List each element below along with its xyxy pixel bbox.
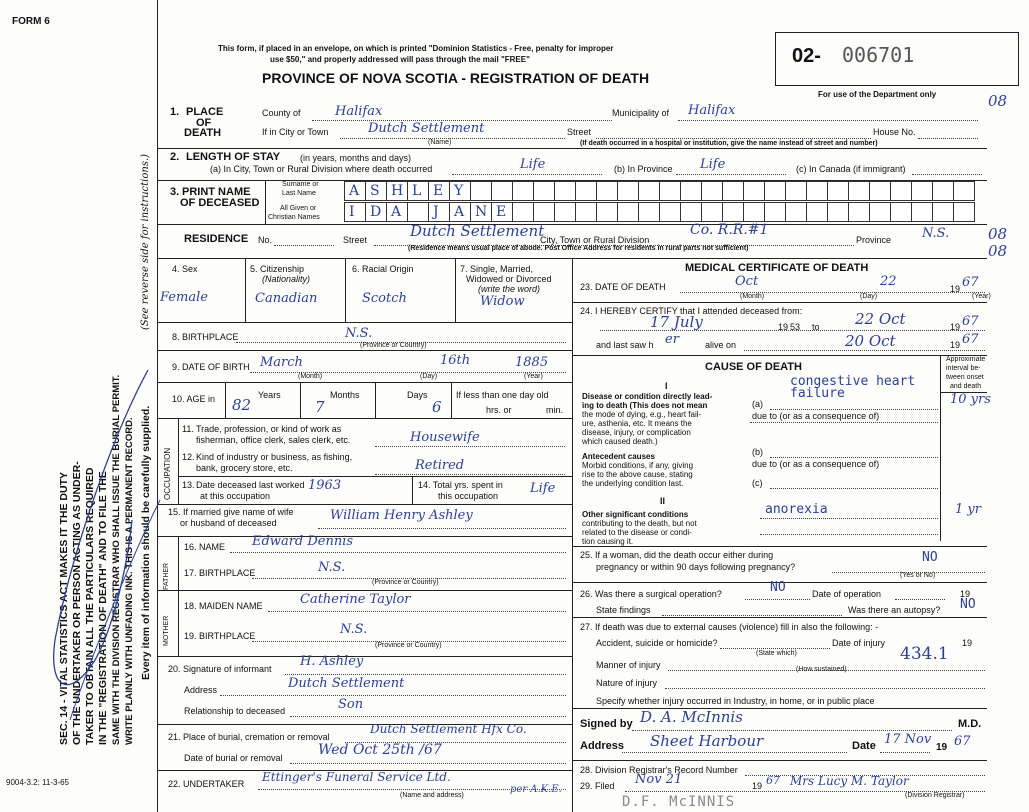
county-value: Halifax [335,104,383,119]
years-value: 82 [232,396,252,414]
q11-label-1: Trade, profession, or kind of work as [196,424,342,434]
due-to-2: due to (or as a consequence of) [752,459,880,469]
signed-label: Signed by [580,718,633,730]
hospital-note: (If death occurred in a hospital or institution, give the name instead of street and number) [580,140,878,147]
division-label: City, Town or Rural Division [540,235,650,245]
disease-3: the mode of dying, e.g., heart fail- [582,410,702,419]
death-month-sub: (Month) [740,293,765,300]
q16-label: 16. NAME [184,542,226,552]
cause-b-label: (b) [752,447,763,457]
q15-label-1: 15. If married give name of wife [168,507,294,517]
q27-label: 27. If death was due to external causes (violence) fill in also the following: - [580,622,879,632]
death-year-prefix: 19 [950,284,961,294]
informant-address-label: Address [184,685,218,695]
yes-no-sub: (Yes or No) [900,572,936,579]
q26-value: NO [770,580,786,595]
q20-label: 20. Signature of informant [168,664,272,674]
q13-label-1: Date deceased last worked [196,480,305,490]
name-char: I [349,204,355,220]
careful-note: Every item of information should be carefully supplied. [140,405,152,680]
specify-label: Specify whether injury occurred in Industry, in home, or in public place [596,696,875,706]
side-line-1: SEC. 14 - VITAL STATISTICS ACT MAKES IT THE DUTY [58,471,70,745]
signer-date: 17 Nov [884,732,932,747]
physician-stamp: D.F. McINNIS [622,794,736,810]
death-day: 22 [880,274,897,289]
city-value: Dutch Settlement [368,121,485,136]
disease-5: disease, injury, or complication [582,428,691,437]
death-year: 67 [962,275,979,290]
undertaker-sub: (Name and address) [400,792,464,799]
citizenship-value: Canadian [255,291,318,306]
name-char: Y [454,183,464,199]
side-line-2: OF THE UNDERTAKER OR PERSON ACTING AS UNDER- [71,461,83,745]
alive-year-prefix: 19 [950,340,961,350]
spouse-value: William Henry Ashley [330,508,473,523]
q18-label: 18. MAIDEN NAME [184,601,263,611]
racial-label: 6. Racial Origin [352,264,414,274]
q13-label-2: at this occupation [200,491,271,501]
to-date: 22 Oct [855,310,906,328]
dept-use: For use of the Department only [818,90,937,99]
birthplace-sub: (Province or Country) [360,342,427,349]
side-line-6: WRITE PLAINLY WITH UNFADING INK. THIS IS A PERMANENT RECORD. [124,417,135,745]
dob-year-sub: (Year) [524,373,543,380]
stay-b-value: Life [700,157,726,172]
antecedent-2: Morbid conditions, if any, giving [582,461,694,470]
q29-label: 29. Filed [580,781,615,791]
q14-value: Life [530,481,556,496]
mother-prov-sub: (Province or Country) [375,642,442,649]
marital-label-2: Widowed or Divorced [466,274,552,284]
disease-6: which caused death.) [582,437,658,446]
occupation-side: OCCUPATION [163,447,172,500]
residence-note: (Residence means usual place of abode. Post Office Address for residents in rural parts not sufficient) [408,245,749,252]
side-line-3: TAKER TO OBTAIN ALL THE PARTICULARS REQUIRED [84,467,96,745]
name-char: A [454,204,465,220]
burial-date-label: Date of burial or removal [184,753,283,763]
q12-label-2: bank, grocery store, etc. [196,463,293,473]
mail-notice-1: This form, if placed in an envelope, on which is printed "Dominion Statistics - Free, penalty for improper [218,44,614,53]
q12-label-1: Kind of industry or business, as fishing, [196,452,353,462]
surname-label-2: Last Name [282,190,316,197]
father-name: Edward Dennis [252,534,354,549]
other-cause: anorexia [765,502,828,517]
years-label: Years [258,390,281,400]
last-saw-letter: er [665,332,679,347]
house-label: House No. [873,127,916,137]
md-label: M.D. [958,718,982,730]
days-value: 6 [432,398,442,416]
stay-a-label: (a) In City, Town or Rural Division where death occurred [210,164,433,174]
sex-label: 4. Sex [172,264,198,274]
residence-province: N.S. [922,226,950,241]
from-year: 53 [790,322,801,332]
informant-address: Dutch Settlement [288,676,405,691]
disease-4: ure, asthenia, etc. It means the [582,419,692,428]
code-value: 434.1 [900,644,949,664]
interval-2: interval be- [946,365,981,372]
stay-num: 2. [170,151,180,163]
to-label: to [812,322,820,332]
stay-sub: (in years, months and days) [300,153,412,163]
cause-title: CAUSE OF DEATH [705,361,802,373]
sex-value: Female [160,290,208,305]
stay-b-label: (b) In Province [614,164,673,174]
dob-month-sub: (Month) [298,373,323,380]
residence-division: Co. R.R.#1 [690,222,769,238]
medical-title: MEDICAL CERTIFICATE OF DEATH [685,262,869,274]
from-date: 17 July [650,313,703,331]
manner-label: Manner of injury [596,660,661,670]
alive-date: 20 Oct [845,332,896,350]
q25-label-1: 25. If a woman, did the death occur either during [580,550,774,560]
state-findings: State findings [596,605,651,615]
citizenship-sub: (Nationality) [262,274,311,284]
burial-date: Wed Oct 25th /67 [318,742,442,758]
name-char: A [391,204,402,220]
q26-label: 26. Was there a surgical operation? [580,589,722,599]
dob-month: March [260,355,303,370]
from-year-prefix: 19 [778,322,789,332]
name-label-2: OF DECEASED [180,197,260,209]
birthplace-value: N.S. [345,326,373,341]
q24-label: 24. I HEREBY CERTIFY that I attended deceased from: [580,306,803,316]
state-which: (State which) [756,650,797,657]
q25-label-2: pregnancy or within 90 days following pregnancy? [596,562,796,572]
filed-year: 67 [766,774,780,787]
q14-label-1: 14. Total yrs. spent in [418,480,503,490]
mother-side: MOTHER [163,615,170,646]
q11-value: Housewife [410,430,480,445]
marital-label-3: (write the word) [478,284,541,294]
q15-label-2: or husband of deceased [180,518,277,528]
death-day-sub: (Day) [860,293,878,300]
filed-year-prefix: 19 [752,781,763,791]
last-saw-label: and last saw h [596,340,654,350]
antecedent-3: rise to the above cause, stating [582,470,693,479]
signer-date-label: Date [852,740,876,752]
racial-value: Scotch [362,291,407,306]
due-to-1: due to (or as a consequence of) [752,411,880,421]
father-birthplace: N.S. [318,560,346,575]
undertaker-extra: per A.K.E. [510,784,562,795]
surname-label-1: Surname or [282,181,319,188]
filed-date: Nov 21 [635,772,683,787]
stay-c-label: (c) In Canada (if immigrant) [796,164,906,174]
signer-address-label: Address [580,740,625,752]
signer-year-prefix: 19 [936,742,948,753]
interval-3: tween onset [946,374,984,381]
place-label: PLACE [186,106,224,118]
alive-label: alive on [705,340,737,350]
age-label: 10. AGE in [172,394,216,404]
to-year-prefix: 19 [950,322,961,332]
municipality-value: Halifax [688,103,736,118]
dob-label: 9. DATE OF BIRTH [172,362,250,372]
marital-label-1: 7. Single, Married, [460,264,534,274]
place-death: DEATH [184,127,222,139]
city-label: If in City or Town [262,127,329,137]
signer-year: 67 [954,734,971,749]
name-char: N [475,204,488,220]
other-interval: 1 yr [955,502,981,517]
q12-num: 12. [182,452,195,462]
dept-mark-1: 08 [988,92,1008,110]
mother-name: Catherine Taylor [300,592,411,607]
how-sustained: (How sustained) [796,666,847,673]
name-char: L [412,183,422,199]
name-char: J [433,204,439,220]
form-title: PROVINCE OF NOVA SCOTIA - REGISTRATION OF DEATH [262,70,650,86]
relationship-label: Relationship to deceased [184,706,286,716]
antecedent-4: the underlying condition last. [582,479,684,488]
q13-value: 1963 [308,478,342,493]
relationship-value: Son [338,697,364,712]
q23-label: 23. DATE OF DEATH [580,282,666,292]
death-month: Oct [735,274,759,289]
residence-street: Dutch Settlement [410,222,545,240]
interval-1: Approximate [946,356,986,363]
side-line-5: SAME WITH THE DIVISION REGISTRAR WHO SHALL ISSUE THE BURIAL PERMIT. [111,374,122,745]
mail-notice-2: use $50," and properly addressed will pass through the mail "FREE" [270,55,530,64]
roman-2: II [660,496,666,506]
nature-label: Nature of injury [596,678,658,688]
name-num: 3. [170,186,180,198]
autopsy-value: NO [960,597,976,612]
reg-prefix: 02- [792,45,821,67]
stay-label: LENGTH OF STAY [186,151,281,163]
county-label: County of [262,108,301,118]
father-prov-sub: (Province or Country) [372,579,439,586]
q17-label: 17. BIRTHPLACE [184,568,256,578]
q28-label: 28. Division Registrar's Record Number [580,765,738,775]
cause-a: congestive heart failure [790,374,916,401]
name-char: A [349,183,360,199]
dob-year: 1885 [515,355,549,370]
residence-no-label: No. [258,235,273,245]
q13-num: 13. [182,480,195,490]
op-year-prefix: 19 [960,589,971,599]
less-day-2: hrs. or [486,405,512,415]
name-char: E [433,183,444,199]
reverse-side-note: (See reverse side for instructions.) [140,153,151,330]
q12-value: Retired [415,458,465,473]
autopsy-label: Was there an autopsy? [848,605,941,615]
name-label-1: PRINT NAME [182,186,251,198]
days-label: Days [407,390,428,400]
other-1: Other significant conditions [582,510,689,519]
name-note: (Name) [428,139,452,146]
signer-address: Sheet Harbour [650,732,764,750]
signed-value: D. A. McInnis [640,708,743,726]
other-2: contributing to the death, but not [582,519,697,528]
injury-year-prefix: 19 [962,638,973,648]
injury-date-label: Date of injury [832,638,886,648]
to-year: 67 [962,314,979,329]
side-line-4: IN THE "REGISTRATION OF DEATH" AND TO FILE THE [97,471,109,745]
less-day-1: If less than one day old [456,390,549,400]
dob-day-sub: (Day) [420,373,438,380]
q22-label: 22. UNDERTAKER [168,779,245,789]
q11-label-2: fisherman, office clerk, sales clerk, etc. [196,435,351,445]
interval-a: 10 yrs [950,392,991,407]
given-label-2: Christian Names [268,214,320,221]
cause-c-label: (c) [752,478,763,488]
months-label: Months [330,390,360,400]
place-of: OF [196,117,212,129]
roman-1: I [665,381,668,391]
burial-place: Dutch Settlement Hfx Co. [370,722,527,736]
q14-label-2: this occupation [438,491,499,501]
q25-value: NO [922,550,938,565]
disease-2: ing to death (This does not mean [582,401,708,410]
registrar-signature: Mrs Lucy M. Taylor [790,774,909,788]
father-side: FATHER [163,562,170,590]
other-3: related to the disease or condi- [582,528,692,537]
name-char: D [370,204,382,220]
months-value: 7 [315,398,325,416]
name-char: S [370,183,380,199]
other-4: tion causing it. [582,537,634,546]
birthplace-label: 8. BIRTHPLACE [172,332,239,342]
less-day-3: min. [546,405,564,415]
registrar-sub: (Division Registrar) [905,792,965,799]
death-year-sub: (Year) [972,293,991,300]
name-char: H [391,183,404,199]
q21-label: 21. Place of burial, cremation or removal [168,732,330,742]
cause-a-label: (a) [752,399,763,409]
informant-value: H. Ashley [300,654,364,669]
province-label: Province [856,235,892,245]
disease-1: Disease or condition directly lead- [582,392,713,401]
stay-a-value: Life [520,157,546,172]
form-number: FORM 6 [12,16,50,27]
citizenship-label: 5. Citizenship [250,264,305,274]
municipality-label: Municipality of [612,108,670,118]
alive-year: 67 [962,332,979,347]
accident-label: Accident, suicide or homicide? [596,638,718,648]
q11-num: 11. [182,424,194,434]
marital-value: Widow [480,294,525,309]
antecedent-1: Antecedent causes [582,452,655,461]
street-label: Street [567,127,592,137]
undertaker-value: Ettinger's Funeral Service Ltd. [262,770,451,784]
place-num: 1. [170,106,180,118]
interval-4: and death [950,383,982,390]
op-date-label: Date of operation [812,589,882,599]
form-code: 9004-3.2: 11-3-65 [6,778,70,787]
q19-label: 19. BIRTHPLACE [184,631,256,641]
reg-number: 006701 [842,43,915,67]
dept-mark-3: 08 [988,242,1008,260]
given-label-1: All Given or [280,205,317,212]
dept-mark-2: 08 [988,225,1008,243]
mother-birthplace: N.S. [340,622,368,637]
residence-label: RESIDENCE [184,233,249,245]
residence-street-label: Street [343,235,368,245]
dob-day: 16th [440,353,471,368]
name-char: E [496,204,507,220]
